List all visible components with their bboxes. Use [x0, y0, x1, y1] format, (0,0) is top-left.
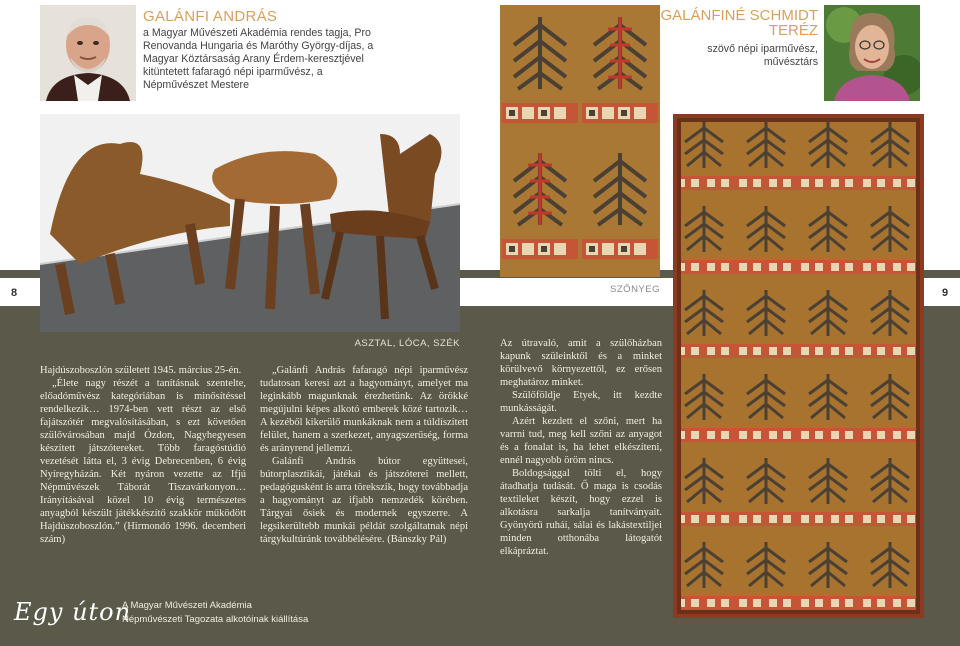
footer-exhibition-text [122, 599, 308, 627]
paragraph: „Élete nagy részét a tanításnak szentelte, előadóművész kategóriában is minősítéssel rendelkezik… 1974-ben vett részt az első fajátszótér megvalósításában, s ezt követően szülővárosában majd Ózdon, Nagyhegyesen készített játszótereket. Több faragóstúdió vezetését látta el, 3 évig Debrecenben, 6 évig Nyíregyházán. Két nyáron vezette az Ifjú Népművészek Táborát Tiszavárkonyon… Irányításával közel 10 évig természetes anyagból készült játékkészítő szakkör működött Hajdúszoboszlón.” (Hirmondó 1996. decemberi szám) [40, 378, 246, 545]
paragraph: „Galánfi András fafaragó népi iparművész tudatosan keresi azt a hagyományt, amelyet ma leginkább magunknak érezhetünk. Az örökké megújulni képes alkotó emberek közé tartozik… A kezéből kikerülő munkáknak nem a túldíszített felület, hanem a szerkezet, anyagszerűség, forma és arányrend jellemzi. [260, 365, 468, 454]
rug-large-photo [673, 114, 924, 618]
paragraph: Galánfi András bútor együttesei, bútorplasztikái, játékai és játszóterei mellett, pedagógusként is arra törekszik, hogy továbbadja a hagyományt az ifjabb nemzedék körében. Tárgyai ősiek és modernek egyszerre. A legsikerültebb munkái példát szolgáltatnak népi tárgykultúránk továbbélésére. (Bánszky Pál) [260, 456, 468, 545]
artist-bio-left: a Magyar Művészeti Akadémia rendes tagja, Pro Renovanda Hungaria és Maróthy György-díjas, a Magyar Köztársaság Arany Érdem-keresztjével kitüntetett fafaragó népi iparművész, a Népművészet Mestere [143, 27, 374, 91]
text-column-1 [40, 364, 246, 546]
footer-line-1: A Magyar Művészeti Akadémia [122, 600, 252, 611]
rug-detail-photo [500, 5, 660, 277]
series-title: Egy úton [14, 598, 132, 626]
text-column-2 [260, 364, 468, 546]
text-column-3 [500, 337, 662, 558]
page-number-left: 8 [0, 283, 28, 303]
rug-caption: SZŐNYEG [610, 284, 660, 295]
paragraph: Hajdúszoboszlón született 1945. március 25-én. [40, 365, 242, 376]
artist-bio-right: szövő népi iparművész, művésztárs [707, 43, 818, 68]
paragraph: Az útravaló, amit a szülőházban kapunk szüleinktől és a minket körülvevő környezettől, ez erősen meghatároz minket. [500, 338, 662, 388]
furniture-caption: ASZTAL, LÓCA, SZÉK [354, 338, 460, 349]
paragraph: Azért kezdett el szőni, mert ha varrni tud, meg kell szőni az anyagot és a fonalat is, ha lehet elkészíteni, ennél nagyobb öröm nincs. [500, 416, 662, 466]
footer-line-2: Népművészeti Tagozata alkotóinak kiállítása [122, 614, 309, 625]
artist-name-right: GALÁNFINÉ SCHMIDT TERÉZ [660, 7, 818, 39]
paragraph: Szülőföldje Etyek, itt kezdte munkásságát. [500, 390, 662, 414]
portrait-galanfine-schmidt-terez [824, 5, 920, 101]
paragraph: Boldogsággal tölti el, hogy átadhatja tudását. Ő maga is csodás textileket készít, hogy ezzel is alkotásra sarkalja tanítványait. Gyönyörű ruhái, sálai és lakástextiljei minden otthonába látogatót elkápráztat. [500, 468, 662, 557]
furniture-photo [40, 114, 460, 332]
portrait-galanfi-andras [40, 5, 136, 101]
artist-name-left: GALÁNFI ANDRÁS [143, 8, 278, 25]
page-number-right: 9 [930, 283, 960, 303]
